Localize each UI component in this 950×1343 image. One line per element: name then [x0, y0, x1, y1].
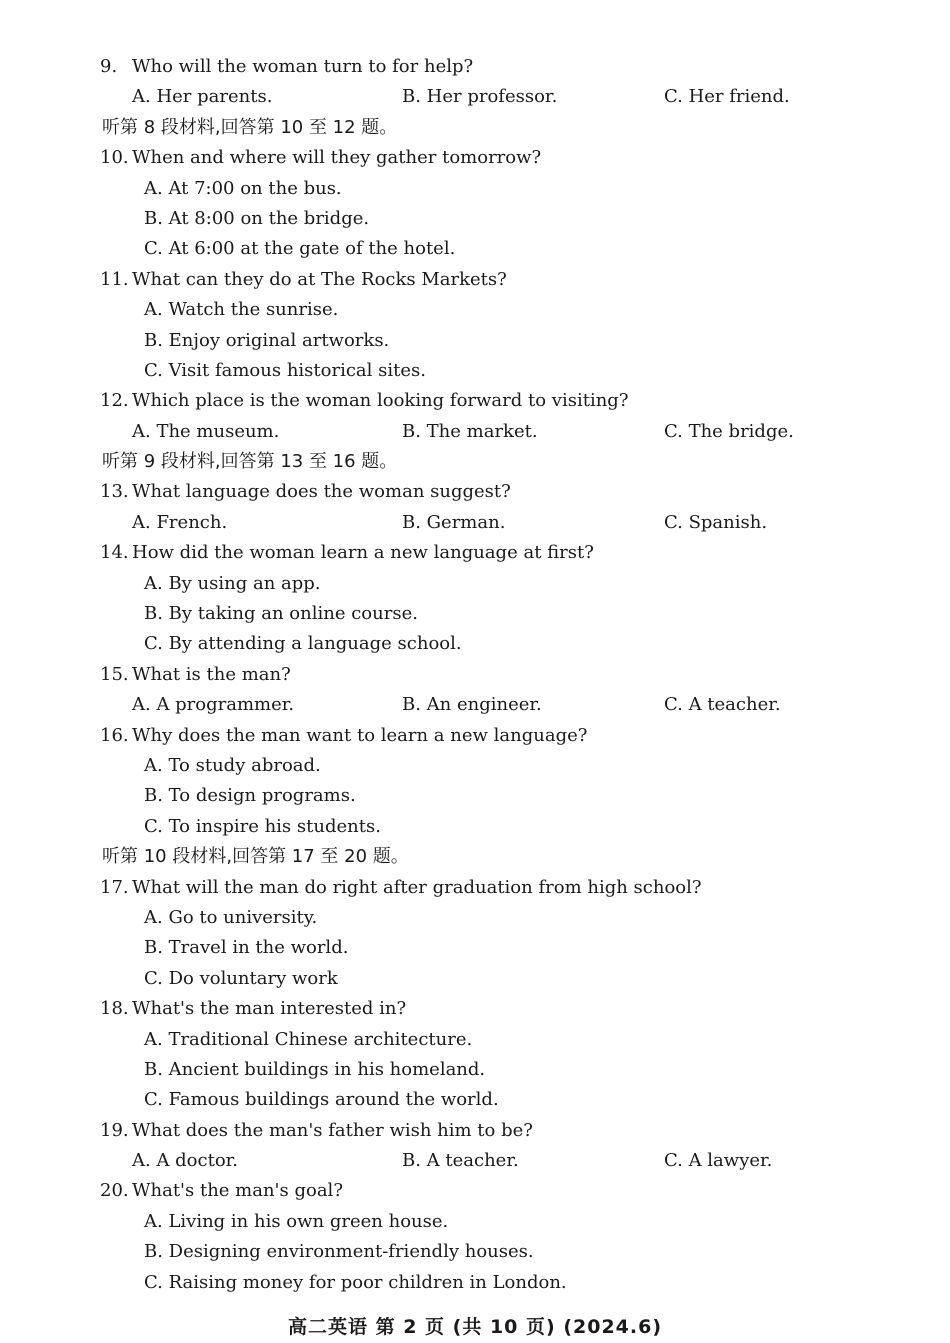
question-stem [100, 265, 840, 295]
answer-option: C. Visit famous historical sites. [144, 359, 426, 381]
question-number: 15. [100, 663, 129, 685]
answer-option: A. By using an app. [144, 572, 321, 594]
question-stem [100, 143, 840, 173]
option-row [100, 1146, 840, 1176]
option-row [100, 82, 840, 112]
answer-option: B. Ancient buildings in his homeland. [144, 1058, 486, 1080]
answer-option: B. Enjoy original artworks. [144, 329, 390, 351]
answer-option: B. By taking an online course. [144, 603, 418, 625]
answer-option: C. A lawyer. [664, 1150, 773, 1172]
answer-option: A. To study abroad. [144, 754, 321, 776]
answer-option: C. Spanish. [664, 511, 768, 533]
section-instruction: 听第 10 段材料,回答第 17 至 20 题。 [102, 846, 409, 868]
answer-option: A. French. [132, 511, 228, 533]
question-number: 10. [100, 147, 129, 169]
answer-option: C. Raising money for poor children in London. [144, 1271, 567, 1293]
option-row [100, 508, 840, 538]
page-footer: 高二英语 第 2 页 (共 10 页) (2024.6) [287, 1316, 663, 1338]
question-stem [100, 660, 840, 690]
question-number: 20. [100, 1180, 129, 1202]
answer-option: C. A teacher. [664, 694, 781, 716]
question-number: 16. [100, 724, 129, 746]
answer-option: B. Designing environment-friendly houses. [144, 1241, 534, 1263]
question-text: What is the man? [132, 663, 291, 685]
question-text: Which place is the woman looking forward to visiting? [132, 390, 629, 412]
answer-option: C. By attending a language school. [144, 633, 462, 655]
question-text: How did the woman learn a new language at first? [132, 542, 594, 564]
section-instruction: 听第 9 段材料,回答第 13 至 16 题。 [102, 451, 398, 473]
question-stem [100, 1176, 840, 1206]
answer-option: B. An engineer. [402, 694, 542, 716]
question-stem [100, 386, 840, 416]
answer-option: B. German. [402, 511, 506, 533]
answer-option: C. At 6:00 at the gate of the hotel. [144, 238, 456, 260]
answer-option: B. At 8:00 on the bridge. [144, 207, 370, 229]
answer-option: A. A programmer. [132, 694, 295, 716]
question-text: Why does the man want to learn a new language? [132, 724, 588, 746]
question-stem [100, 538, 840, 568]
option-row [100, 417, 840, 447]
answer-option: B. To design programs. [144, 785, 356, 807]
question-list [100, 52, 840, 1298]
question-stem [100, 1116, 840, 1146]
question-number: 14. [100, 542, 129, 564]
answer-option: B. Travel in the world. [144, 937, 349, 959]
question-text: What language does the woman suggest? [132, 481, 511, 503]
question-text: What does the man's father wish him to be? [132, 1119, 533, 1141]
answer-option: C. Her friend. [664, 86, 790, 108]
option-row [100, 690, 840, 720]
question-number: 13. [100, 481, 129, 503]
answer-option: C. The bridge. [664, 420, 794, 442]
answer-option: B. A teacher. [402, 1150, 519, 1172]
answer-option: A. Traditional Chinese architecture. [144, 1028, 473, 1050]
question-stem [100, 994, 840, 1024]
question-text: What will the man do right after graduation from high school? [132, 876, 702, 898]
answer-option: C. Do voluntary work [144, 967, 338, 989]
question-stem [100, 477, 840, 507]
answer-option: C. Famous buildings around the world. [144, 1089, 499, 1111]
answer-option: A. Living in his own green house. [144, 1210, 449, 1232]
answer-option: A. The museum. [132, 420, 280, 442]
answer-option: A. Her parents. [132, 86, 273, 108]
question-text: What can they do at The Rocks Markets? [132, 268, 507, 290]
question-stem [100, 721, 840, 751]
answer-option: C. To inspire his students. [144, 815, 381, 837]
question-number: 11. [100, 268, 129, 290]
question-text: When and where will they gather tomorrow? [132, 147, 542, 169]
answer-option: A. Watch the sunrise. [144, 299, 339, 321]
section-instruction: 听第 8 段材料,回答第 10 至 12 题。 [102, 116, 398, 138]
answer-option: A. A doctor. [132, 1150, 239, 1172]
question-text: What's the man interested in? [132, 998, 407, 1020]
answer-option: A. At 7:00 on the bus. [144, 177, 342, 199]
answer-option: B. Her professor. [402, 86, 558, 108]
question-text: Who will the woman turn to for help? [132, 56, 474, 77]
question-number: 17. [100, 876, 129, 898]
question-text: What's the man's goal? [132, 1180, 343, 1202]
answer-option: A. Go to university. [144, 906, 318, 928]
question-number: 12. [100, 390, 129, 412]
answer-option: B. The market. [402, 420, 538, 442]
question-number: 18. [100, 998, 129, 1020]
question-number: 9. [100, 56, 118, 77]
question-stem [100, 52, 840, 82]
question-number: 19. [100, 1119, 129, 1141]
question-stem [100, 873, 840, 903]
